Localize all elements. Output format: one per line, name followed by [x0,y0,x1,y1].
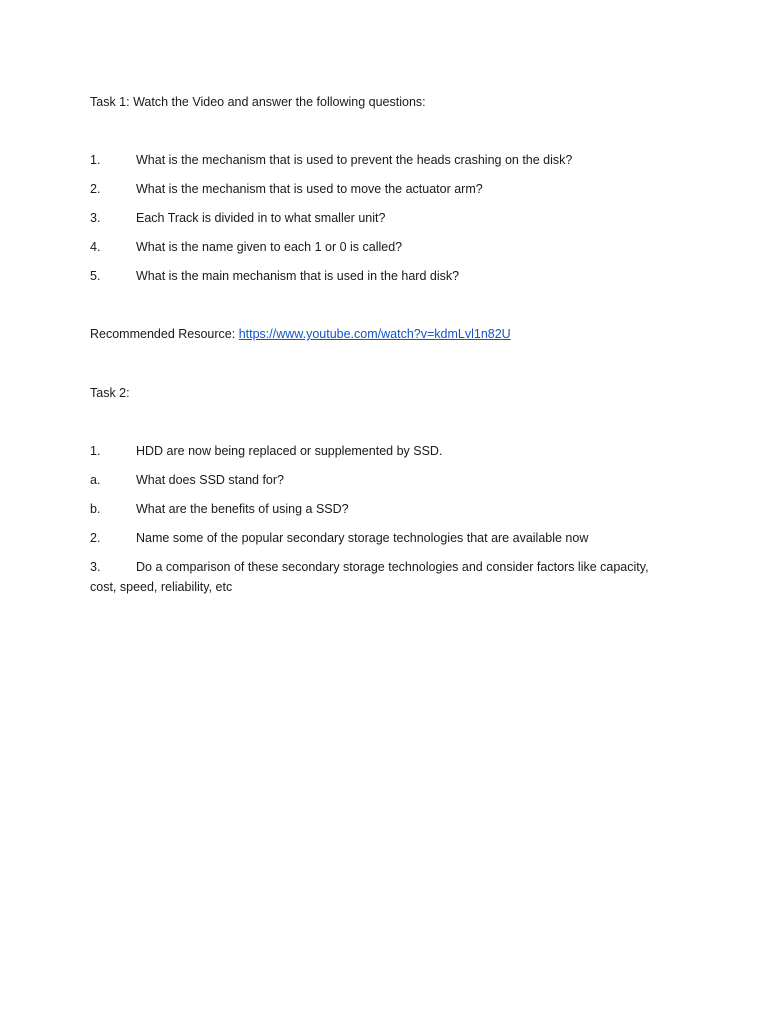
task2-item-3 [90,557,660,597]
item-text: Name some of the popular secondary storage technologies that are available now [136,531,589,545]
question-number: 1. [90,153,101,167]
task1-question-1 [90,152,572,168]
question-number: 2. [90,182,101,196]
item-text: HDD are now being replaced or supplemented by SSD. [136,444,443,458]
task1-question-3 [90,210,385,226]
task2-heading: Task 2: [90,386,130,400]
task1-question-4 [90,239,402,255]
item-number: 1. [90,444,101,458]
task1-question-2 [90,181,483,197]
task1-heading: Task 1: Watch the Video and answer the following questions: [90,95,426,109]
question-text: What is the mechanism that is used to prevent the heads crashing on the disk? [136,153,573,167]
resource-link[interactable]: https://www.youtube.com/watch?v=kdmLvl1n82U [238,327,511,341]
item-number: b. [90,502,101,516]
resource-label: Recommended Resource: [90,327,239,341]
task2-item-1 [90,443,442,459]
item-text: What does SSD stand for? [136,473,284,487]
item-text: Do a comparison of these secondary storage technologies and consider factors like capacity, cost, speed, reliability, etc [90,560,649,594]
question-text: What is the main mechanism that is used in the hard disk? [136,269,460,283]
question-text: What is the mechanism that is used to move the actuator arm? [136,182,483,196]
task2-item-b [90,501,349,517]
question-number: 4. [90,240,101,254]
question-number: 3. [90,211,101,225]
question-number: 5. [90,269,101,283]
item-number: a. [90,473,101,487]
task2-item-a [90,472,284,488]
task2-item-2 [90,530,588,546]
question-text: What is the name given to each 1 or 0 is called? [136,240,403,254]
item-number: 3. [90,560,101,574]
task1-question-5 [90,268,459,284]
item-number: 2. [90,531,101,545]
question-text: Each Track is divided in to what smaller unit? [136,211,386,225]
recommended-resource [90,326,511,342]
item-text: What are the benefits of using a SSD? [136,502,349,516]
